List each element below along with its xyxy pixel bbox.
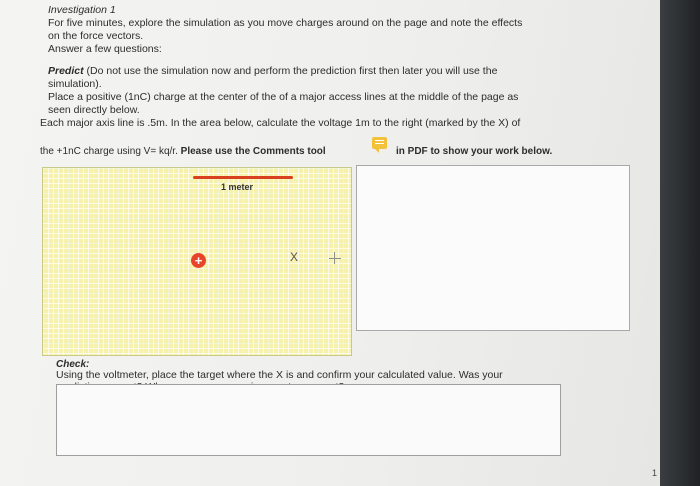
predict-line-3: Place a positive (1nC) charge at the center of the of a major access lines at the middle of the page as (48, 91, 519, 103)
predict-line-1-text: (Do not use the simulation now and perform the prediction first then later you will use the (83, 65, 498, 77)
predict-line-6-end: in PDF to show your work below. (396, 146, 553, 157)
simulation-grid[interactable] (42, 167, 352, 356)
screen-bezel (660, 0, 700, 486)
predict-line-2: simulation). (48, 78, 102, 90)
check-line-1: Using the voltmeter, place the target where the X is and confirm your calculated value. Was your (56, 369, 503, 381)
comments-tool-instruction: Please use the Comments tool (180, 146, 326, 157)
predict-label: Predict (48, 65, 84, 77)
investigation-heading: Investigation 1 (48, 4, 116, 16)
predict-line-5: Each major axis line is .5m. In the area below, calculate the voltage 1m to the right (marked by the X) of (40, 117, 521, 129)
target-x-mark: X (290, 250, 299, 264)
intro-line-3: Answer a few questions: (48, 43, 162, 55)
predict-line-6 (40, 145, 326, 158)
predict-line-4: seen directly below. (48, 104, 140, 116)
check-label: Check: (56, 359, 90, 370)
intro-line-2: on the force vectors. (48, 30, 144, 42)
predict-line-1 (48, 65, 497, 78)
meter-scale-label: 1 meter (221, 182, 254, 192)
check-answer-box[interactable] (56, 384, 561, 456)
page-number: 1 (652, 468, 658, 478)
voltmeter-target-crosshair[interactable] (329, 252, 341, 264)
predict-line-6-start: the +1nC charge using V= kq/r. (40, 146, 181, 157)
intro-line-1: For five minutes, explore the simulation as you move charges around on the page and note the effects (48, 17, 523, 29)
work-answer-box[interactable] (356, 165, 630, 331)
comment-icon[interactable] (372, 137, 387, 149)
meter-scale-bar (193, 176, 293, 179)
positive-charge[interactable]: + (191, 253, 206, 268)
